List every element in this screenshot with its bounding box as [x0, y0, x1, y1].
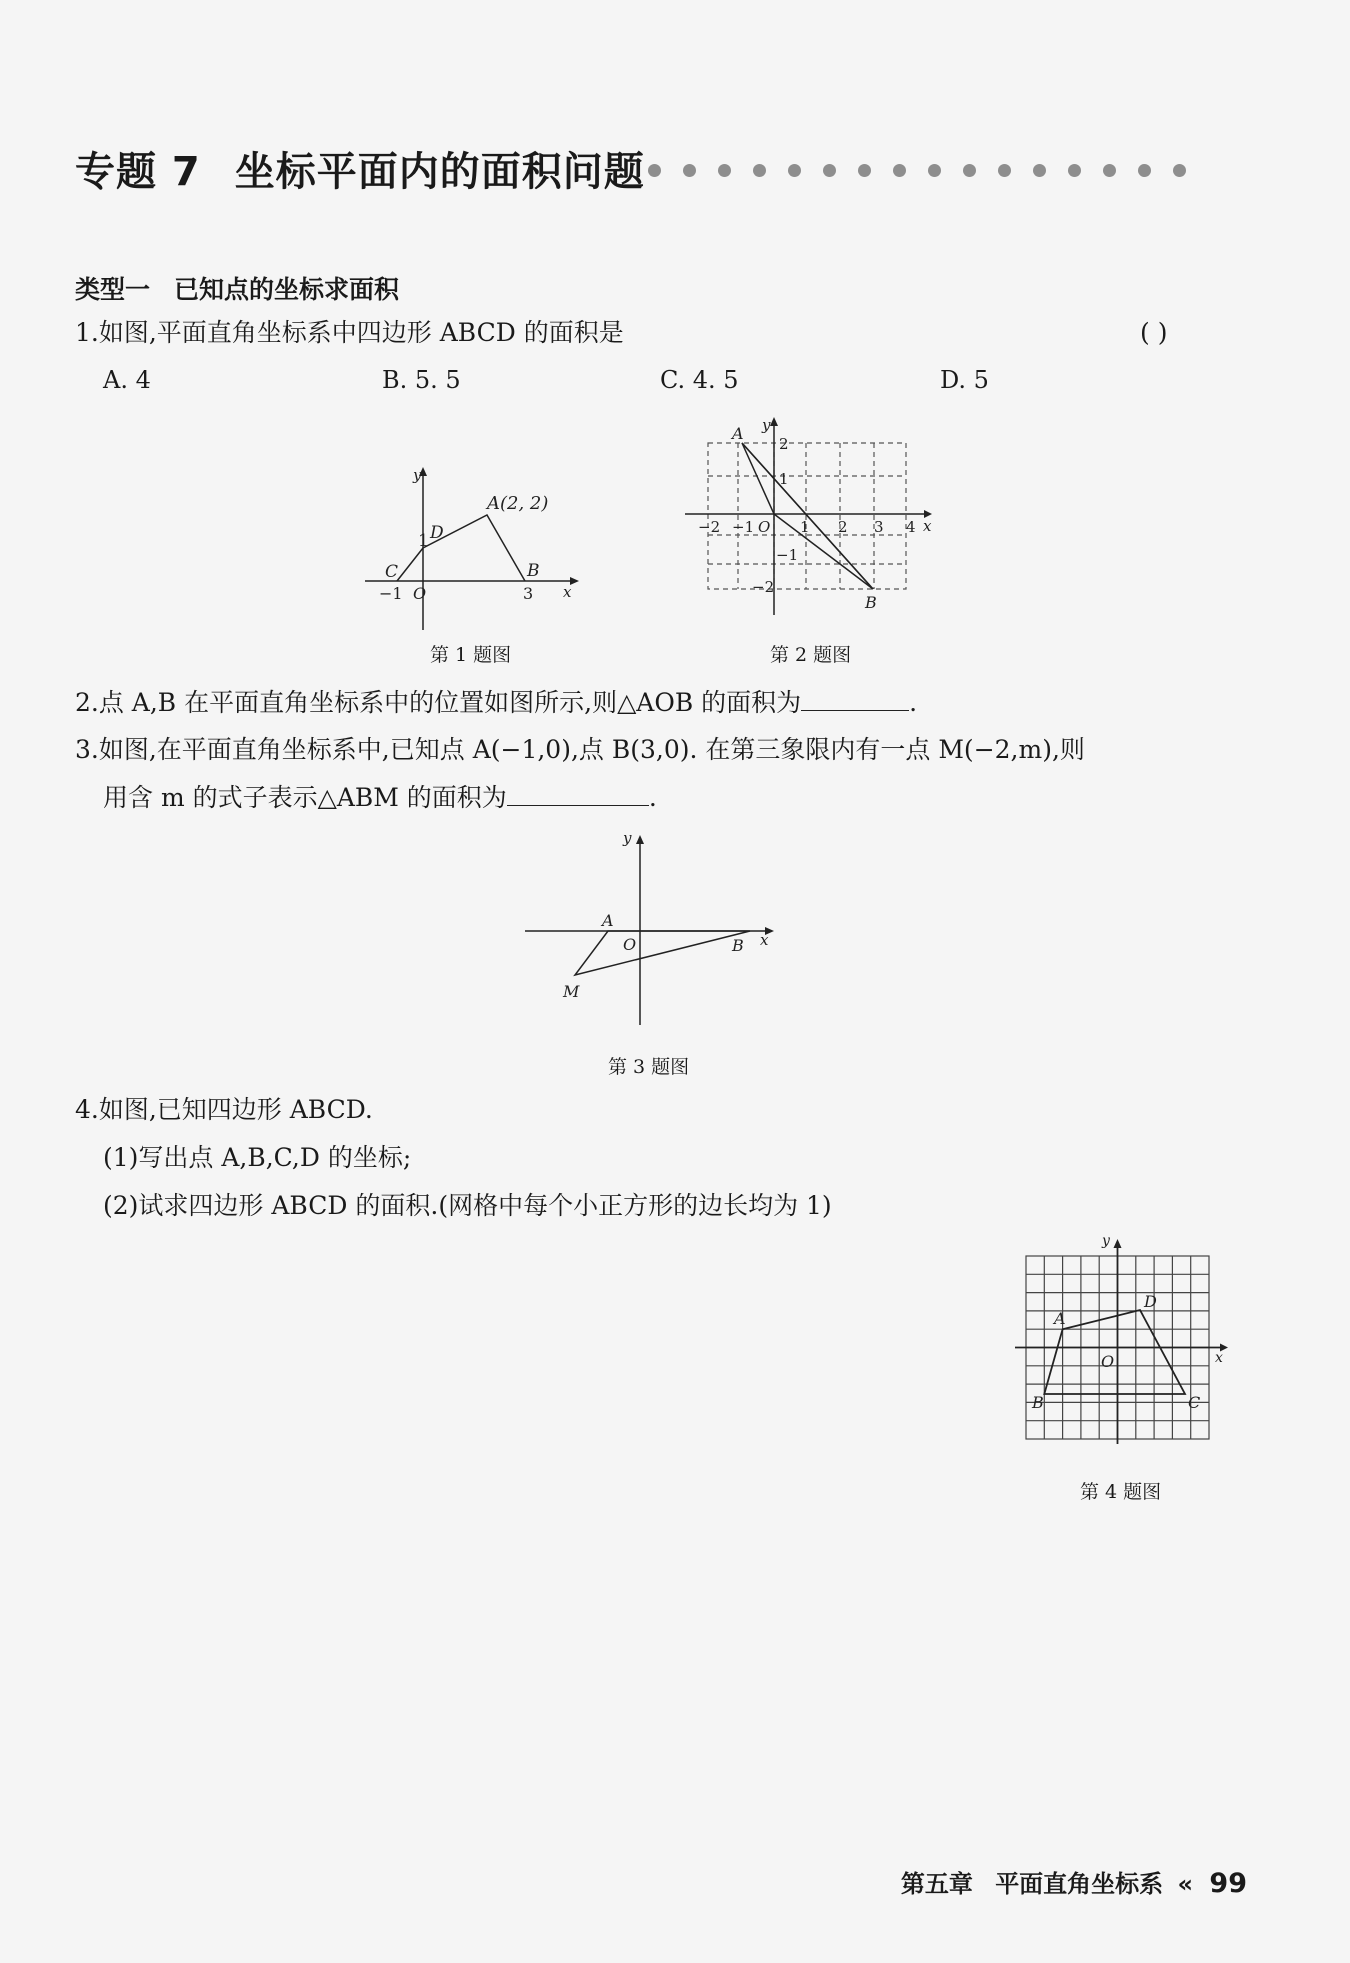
- fig2-tick-ym2: −2: [752, 578, 775, 596]
- question-text: 如图,已知四边形 ABCD.: [98, 1095, 373, 1124]
- fig1-point-a: A(2, 2): [487, 493, 549, 514]
- fig3-point-b: B: [732, 936, 744, 955]
- choice-c[interactable]: C. 4. 5: [660, 366, 739, 394]
- choice-a[interactable]: A. 4: [103, 366, 151, 394]
- fig3-origin: O: [623, 935, 637, 954]
- figure-1-caption: 第 1 题图: [430, 644, 512, 666]
- fig2-tick-y1: 1: [779, 470, 789, 488]
- fig2-origin: O: [758, 518, 771, 536]
- fig2-y-label: y: [762, 416, 771, 434]
- question-number: 1.: [75, 318, 99, 347]
- fig1-point-b: B: [527, 561, 540, 581]
- figure-4: [1010, 1232, 1230, 1447]
- fig1-tick-1: 1: [418, 531, 429, 551]
- fig4-y-label: y: [1102, 1233, 1110, 1249]
- fig2-x-label: x: [923, 517, 932, 535]
- fig4-point-c: C: [1188, 1393, 1201, 1412]
- question-text: 用含 m 的式子表示△ABM 的面积为: [103, 783, 507, 812]
- fig4-point-a: A: [1054, 1309, 1066, 1328]
- section-label: 类型一: [75, 275, 151, 304]
- question-number: 4.: [75, 1095, 99, 1124]
- fig3-y-label: y: [623, 829, 632, 847]
- fig1-y-label: y: [413, 466, 422, 484]
- fig1-x-label: x: [563, 583, 572, 601]
- question-number: 3.: [75, 735, 99, 764]
- question-3-line-2: [103, 783, 657, 813]
- question-text: 如图,平面直角坐标系中四边形 ABCD 的面积是: [98, 318, 624, 347]
- footer-chapter-name: 平面直角坐标系: [995, 1870, 1164, 1898]
- fig1-tick-neg1: −1: [379, 584, 403, 603]
- fig2-tick-x4: 4: [906, 518, 916, 536]
- section-heading: [75, 270, 399, 306]
- fig2-tick-y2: 2: [779, 435, 789, 453]
- figure-2-caption: 第 2 题图: [770, 644, 852, 666]
- fig3-x-label: x: [760, 931, 769, 949]
- question-text: 点 A,B 在平面直角坐标系中的位置如图所示,则△AOB 的面积为: [98, 688, 802, 717]
- fig2-point-a: A: [732, 424, 744, 443]
- fig2-tick-xm2: −2: [698, 518, 721, 536]
- topic-number: 专题 7: [75, 149, 201, 195]
- fig2-tick-x3: 3: [874, 518, 884, 536]
- question-3-line-1: [75, 735, 1085, 765]
- fig2-tick-ym1: −1: [776, 546, 799, 564]
- question-end: .: [909, 688, 918, 717]
- answer-bracket: ( ): [1140, 318, 1168, 347]
- figure-1: [355, 460, 585, 640]
- fig1-origin: O: [413, 584, 427, 603]
- fig2-tick-xm1: −1: [732, 518, 755, 536]
- section-text: 已知点的坐标求面积: [174, 275, 400, 304]
- question-4-part-1: (1)写出点 A,B,C,D 的坐标;: [103, 1143, 412, 1172]
- fig4-point-b: B: [1032, 1393, 1044, 1412]
- figure-3: [515, 825, 785, 1035]
- fig4-x-label: x: [1215, 1350, 1223, 1366]
- fig1-point-c: C: [385, 562, 399, 582]
- question-number: 2.: [75, 688, 99, 717]
- title-dots-decoration: [648, 164, 1186, 177]
- page-title: [75, 140, 645, 197]
- fig3-point-m: M: [563, 982, 580, 1001]
- page-number: 99: [1209, 1868, 1247, 1899]
- fig2-tick-x2: 2: [838, 518, 848, 536]
- fig3-point-a: A: [602, 911, 614, 930]
- fig1-point-d: D: [430, 523, 444, 543]
- question-4-part-2: (2)试求四边形 ABCD 的面积.(网格中每个小正方形的边长均为 1): [103, 1191, 832, 1220]
- fig4-point-d: D: [1144, 1292, 1157, 1311]
- question-4: [75, 1095, 373, 1125]
- choice-b[interactable]: B. 5. 5: [382, 366, 461, 394]
- topic-title: 坐标平面内的面积问题: [234, 149, 645, 195]
- fig2-tick-x1: 1: [800, 518, 810, 536]
- footer-chapter: 第五章: [900, 1870, 973, 1898]
- double-chevron-icon: «: [1177, 1870, 1194, 1898]
- fig1-tick-3: 3: [523, 584, 534, 603]
- fig2-point-b: B: [865, 593, 877, 612]
- figure-4-caption: 第 4 题图: [1080, 1481, 1162, 1503]
- fig4-origin: O: [1101, 1352, 1115, 1371]
- answer-blank[interactable]: [801, 688, 909, 711]
- choice-d[interactable]: D. 5: [940, 366, 989, 394]
- figure-3-caption: 第 3 题图: [608, 1056, 690, 1078]
- figure-2: [680, 410, 940, 620]
- question-2: [75, 688, 917, 718]
- answer-blank[interactable]: [507, 783, 649, 806]
- question-1: [75, 318, 624, 348]
- question-end: .: [648, 783, 657, 812]
- page-footer: [901, 1864, 1247, 1899]
- question-text: 如图,在平面直角坐标系中,已知点 A(−1,0),点 B(3,0). 在第三象限内有一点 M(−2,m),则: [98, 735, 1085, 764]
